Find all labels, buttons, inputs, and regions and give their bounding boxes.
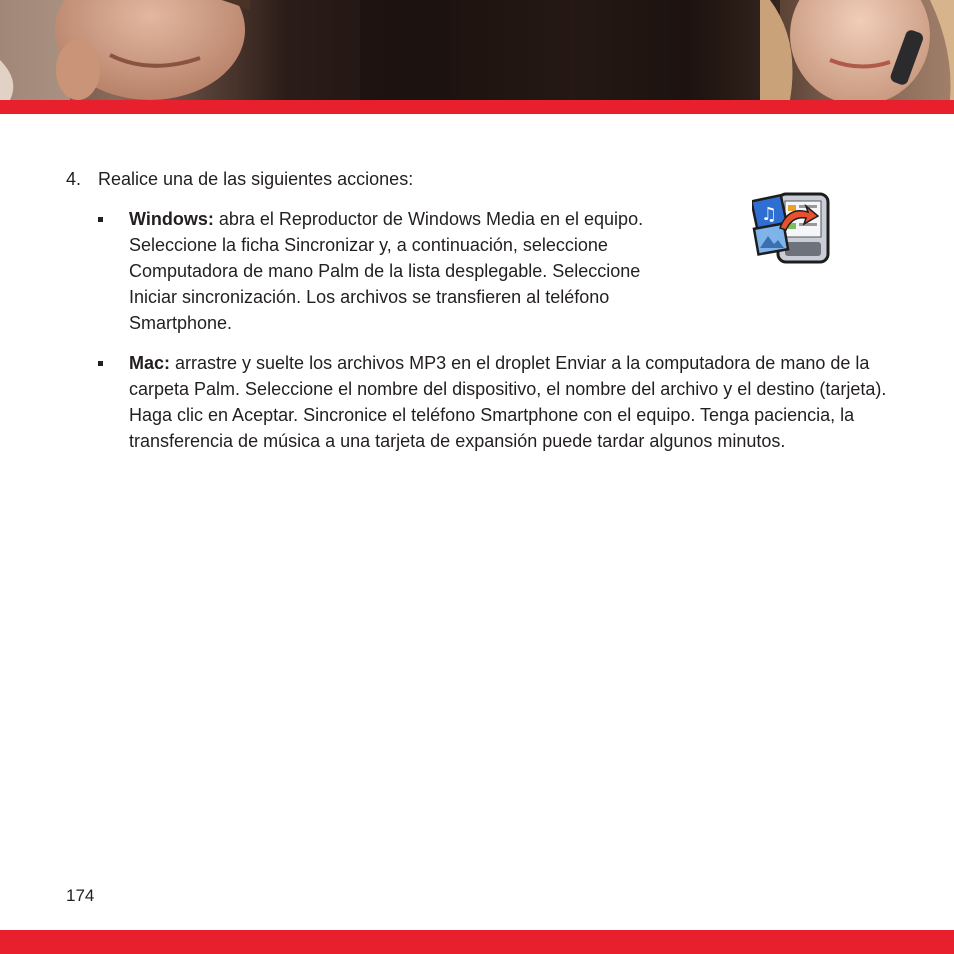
bullet-windows-body: abra el Reproductor de Windows Media en el equipo. Seleccione la ficha Sincronizar y, a continuación, seleccione Computadora de mano Palm de la lista desplegable. Seleccione Iniciar sincronización. Los archivos se transfieren al teléfono Smartphone. xyxy=(129,209,644,333)
media-to-handheld-icon xyxy=(752,190,832,271)
step-item xyxy=(66,166,896,192)
bullet-mac-label: Mac: xyxy=(129,353,171,373)
svg-text:♫: ♫ xyxy=(761,204,778,225)
bullet-mac-body: arrastre y suelte los archivos MP3 en el droplet Enviar a la computadora de mano de la carpeta Palm. Seleccione el nombre del dispositivo, el nombre del archivo y el destino (tarjeta). Haga clic en Aceptar. Sincronice el teléfono Smartphone con el equipo. Tenga paciencia, la transferencia de música a una tarjeta de expansión puede tardar algunos minutos. xyxy=(129,353,887,451)
people-on-phones-photo-icon xyxy=(0,0,954,100)
bullet-mac-text xyxy=(129,350,889,454)
page-number: 174 xyxy=(66,886,95,905)
bullet-windows-label: Windows: xyxy=(129,209,214,229)
bullet-square-icon xyxy=(98,217,103,222)
bullet-windows-text xyxy=(129,206,689,336)
step-number: 4. xyxy=(66,169,82,189)
header-photo-banner xyxy=(0,0,954,100)
header-accent-bar xyxy=(0,100,954,114)
bullet-square-icon xyxy=(98,361,103,366)
footer-accent-bar xyxy=(0,930,954,954)
step-text: Realice una de las siguientes acciones: xyxy=(98,169,414,189)
